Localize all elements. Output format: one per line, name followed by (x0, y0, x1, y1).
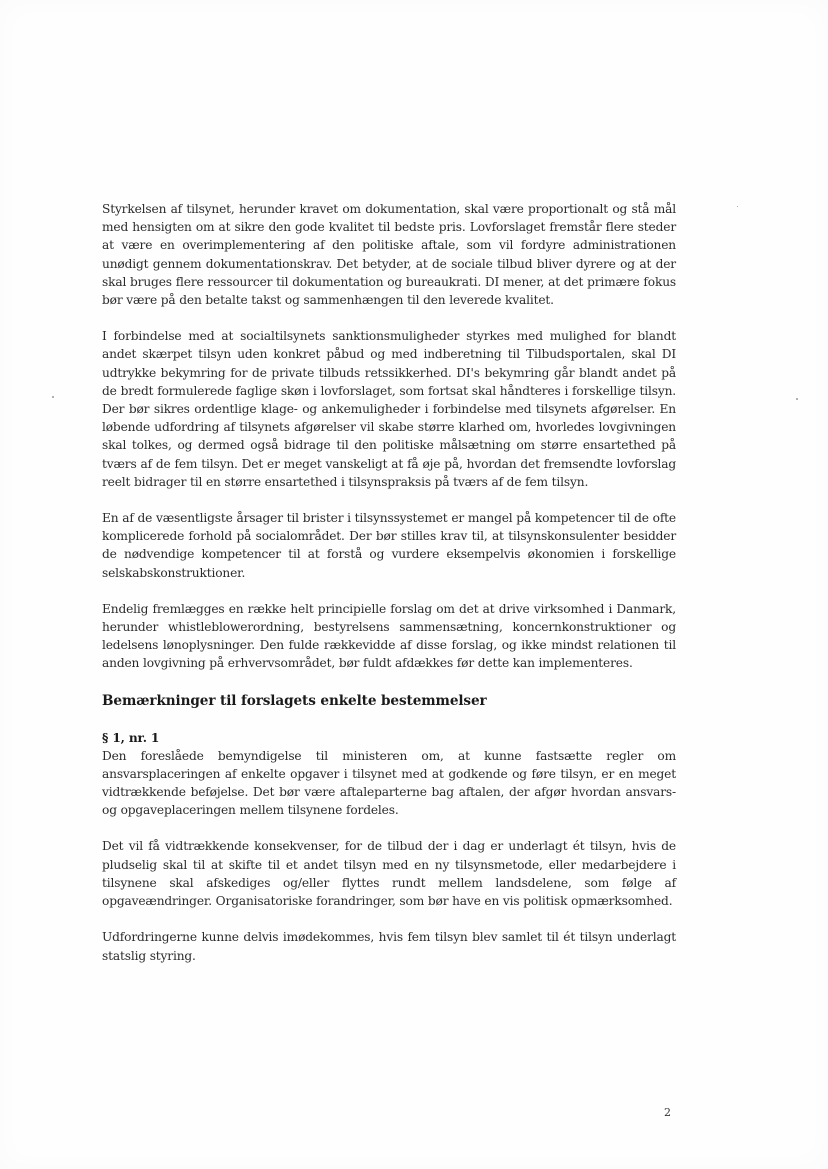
scan-speck (796, 398, 798, 400)
section-heading: Bemærkninger til forslagets enkelte bestemmelser (102, 692, 487, 709)
scan-speck (737, 206, 738, 207)
body-paragraph: Det vil få vidtrækkende konsekvenser, for de tilbud der i dag er underlagt ét tilsyn, hvis de pludselig skal til at skifte til et andet tilsyn med en ny tilsynsmetode, eller medarbejdere i tilsynene skal afskediges og/eller flyttes rundt mellem landsdelene, som følge af opgaveændringer. Organisatoriske forandringer, som bør have en vis politisk opmærksomhed. (102, 839, 676, 909)
body-paragraph: I forbindelse med at socialtilsynets sanktionsmuligheder styrkes med mulighed for blandt andet skærpet tilsyn uden konkret påbud og med indberetning til Tilbudsportalen, skal DI udtrykke bekymring for de private tilbuds retssikkerhed. DI's bekymring går blandt andet på de bredt formulerede faglige skøn i lovforslaget, som fortsat skal håndteres i forskellige tilsyn. Der bør sikres ordentlige klage- og ankemuligheder i forbindelse med tilsynets afgørelser. En løbende udfordring af tilsynets afgørelser vil skabe større klarhed om, hvorledes lovgivningen skal tolkes, og dermed også bidrage til den politiske målsætning om større ensartethed på tværs af de fem tilsyn. Det er meget vanskeligt at få øje på, hvordan det fremsendte lovforslag reelt bidrager til en større ensartethed i tilsynspraksis på tværs af de fem tilsyn. (102, 329, 676, 489)
paragraph-reference: § 1, nr. 1 (102, 730, 160, 745)
body-paragraph: Den foreslåede bemyndigelse til ministeren om, at kunne fastsætte regler om ansvarsplaceringen af enkelte opgaver i tilsynet med at godkende og føre tilsyn, er en meget vidtrækkende beføjelse. Det bør være aftaleparterne bag aftalen, der afgør hvordan ansvars- og opgaveplaceringen mellem tilsynene fordeles. (102, 748, 676, 818)
body-paragraph: Styrkelsen af tilsynet, herunder kravet om dokumentation, skal være proportionalt og stå mål med hensigten om at sikre den gode kvalitet til bedste pris. Lovforslaget fremstår flere steder at være en overimplementering af den politiske aftale, som vil fordyre administrationen unødigt gennem dokumentationskrav. Det betyder, at de sociale tilbud bliver dyrere og at der skal bruges flere ressourcer til dokumentation og bureaukrati. DI mener, at det primære fokus bør være på den betalte takst og sammenhængen til den leverede kvalitet. (102, 202, 676, 308)
page-number: 2 (664, 1106, 671, 1119)
body-paragraph: Udfordringerne kunne delvis imødekommes, hvis fem tilsyn blev samlet til ét tilsyn underlagt statslig styring. (102, 930, 676, 963)
scan-speck (52, 396, 54, 398)
document-body (102, 200, 676, 965)
body-paragraph: En af de væsentligste årsager til brister i tilsynssystemet er mangel på kompetencer til de ofte komplicerede forhold på socialområdet. Der bør stilles krav til, at tilsynskonsulenter besidder de nødvendige kompetencer til at forstå og vurdere eksempelvis økonomien i forskellige selskabskonstruktioner. (102, 511, 676, 580)
body-paragraph: Endelig fremlægges en række helt principielle forslag om det at drive virksomhed i Danmark, herunder whistleblowerordning, bestyrelsens sammensætning, koncernkonstruktioner og ledelsens lønoplysninger. Den fulde rækkevidde af disse forslag, og ikke mindst relationen til anden lovgivning på erhvervsområdet, bør fuldt afdækkes før dette kan implementeres. (102, 601, 676, 671)
